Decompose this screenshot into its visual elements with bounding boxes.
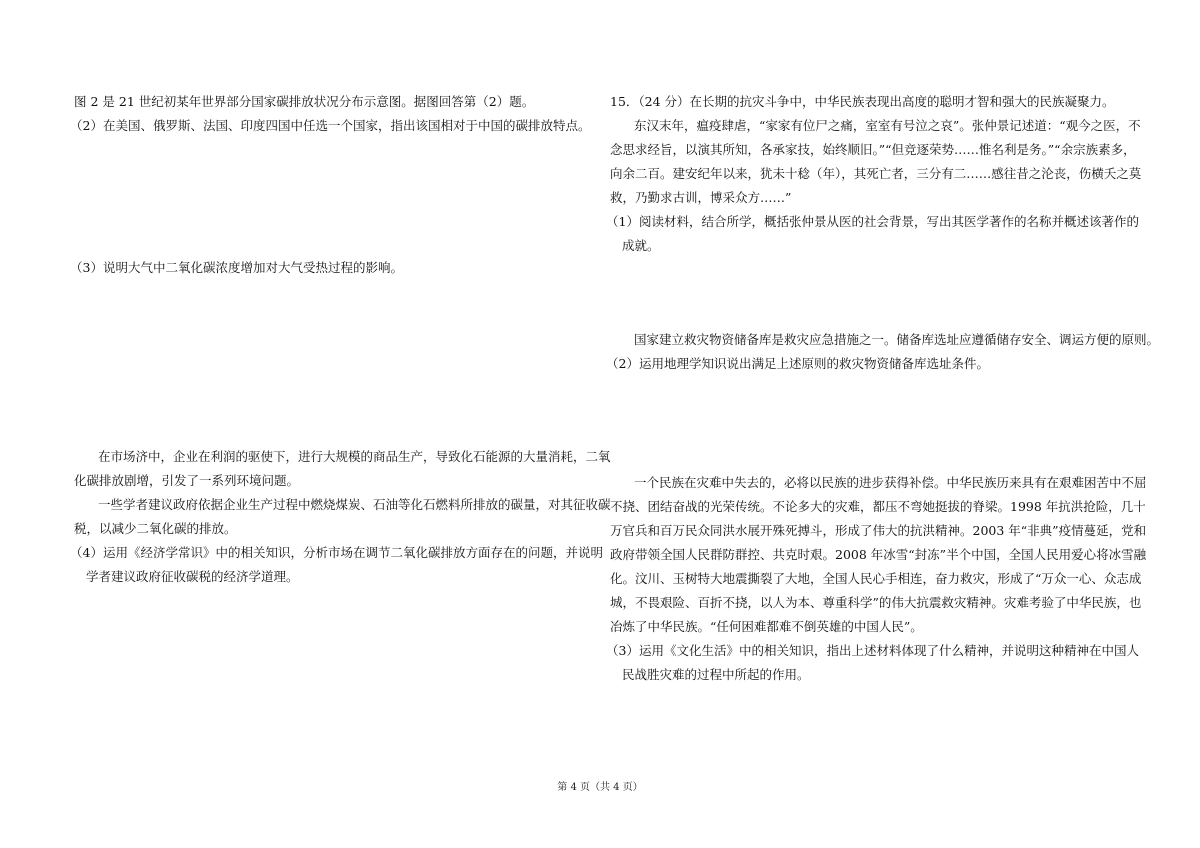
question-2: （2）在美国、俄罗斯、法国、印度四国中任选一个国家，指出该国相对于中国的碳排放特点。 (70, 118, 591, 133)
market-paragraph-2: 一些学者建议政府依据企业生产过程中燃烧煤炭、石油等化石燃料所排放的碳量，对其征收碳 (98, 497, 611, 512)
market-paragraph-2-cont: 税，以减少二氧化碳的排放。 (74, 521, 237, 536)
question-4: （4）运用《经济学常识》中的相关知识，分析市场在调节二氧化碳排放方面存在的问题，并说明 (70, 545, 603, 560)
spirit-paragraph-line-4: 政府带领全国人民群防群控、共克时艰。2008 年冰雪“封冻”半个中国，全国人民用爱心将冰雪融 (610, 547, 1147, 562)
spirit-paragraph-line-5: 化。汶川、玉树特大地震撕裂了大地，全国人民心手相连，奋力救灾，形成了“万众一心、众志成 (610, 571, 1142, 586)
question-3: （3）说明大气中二氧化碳浓度增加对大气受热过程的影响。 (70, 260, 403, 275)
question-15-2: （2）运用地理学知识说出满足上述原则的救灾物资储备库选址条件。 (606, 356, 989, 371)
question-15-title: 15．（24 分）在长期的抗灾斗争中，中华民族表现出高度的聪明才智和强大的民族凝聚力。 (610, 94, 1115, 109)
market-paragraph-1: 在市场济中，企业在利润的驱使下，进行大规模的商品生产，导致化石能源的大量消耗，二氧 (98, 449, 611, 464)
han-paragraph-line-3: 向余二百。建安纪年以来，犹未十稔（年），其死亡者，三分有二……感往昔之沦丧，伤横夭之莫 (610, 166, 1142, 181)
question-15-1: （1）阅读材料，结合所学，概括张仲景从医的社会背景，写出其医学著作的名称并概述该著作的 (606, 214, 1139, 229)
figure-intro: 图 2 是 21 世纪初某年世界部分国家碳排放状况分布示意图。据图回答第（2）题。 (74, 94, 535, 109)
storage-paragraph: 国家建立救灾物资储备库是救灾应急措施之一。储备库选址应遵循储存安全、调运方便的原则。 (634, 332, 1160, 347)
han-paragraph-line-1: 东汉末年，瘟疫肆虐，“家家有位尸之痛，室室有号泣之哀”。张仲景记述道：“观今之医，不 (634, 118, 1141, 133)
question-15-3-cont: 民战胜灾难的过程中所起的作用。 (622, 667, 810, 682)
spirit-paragraph-line-6: 城，不畏艰险、百折不挠，以人为本、尊重科学”的伟大抗震救灾精神。灾难考验了中华民族，也 (610, 595, 1142, 610)
spirit-paragraph-line-7: 冶炼了中华民族。“任何困难都难不倒英雄的中国人民”。 (610, 619, 923, 634)
question-15-1-cont: 成就。 (622, 238, 660, 253)
han-paragraph-line-4: 救，乃勤求古训，博采众方……” (610, 190, 792, 205)
spirit-paragraph-line-2: 不挠、团结奋战的光荣传统。不论多大的灾难，都压不弯她挺拔的脊梁。1998 年抗洪抢险，几十 (610, 499, 1146, 514)
han-paragraph-line-2: 念思求经旨，以演其所知，各承家技，始终顺旧。”“但竞逐荣势……惟名利是务。”“余宗族素多， (610, 142, 1136, 157)
question-15-3: （3）运用《文化生活》中的相关知识，指出上述材料体现了什么精神，并说明这种精神在中国人 (606, 643, 1139, 658)
question-4-cont: 学者建议政府征收碳税的经济学道理。 (86, 569, 299, 584)
spirit-paragraph-line-3: 万官兵和百万民众同洪水展开殊死搏斗，形成了伟大的抗洪精神。2003 年“非典”疫情蔓延，党和 (610, 523, 1147, 538)
page-footer: 第 4 页（共 4 页） (557, 782, 643, 793)
market-paragraph-1-cont: 化碳排放剧增，引发了一系列环境问题。 (74, 473, 300, 488)
spirit-paragraph-line-1: 一个民族在灾难中失去的，必将以民族的进步获得补偿。中华民族历来具有在艰难困苦中不屈 (634, 475, 1147, 490)
